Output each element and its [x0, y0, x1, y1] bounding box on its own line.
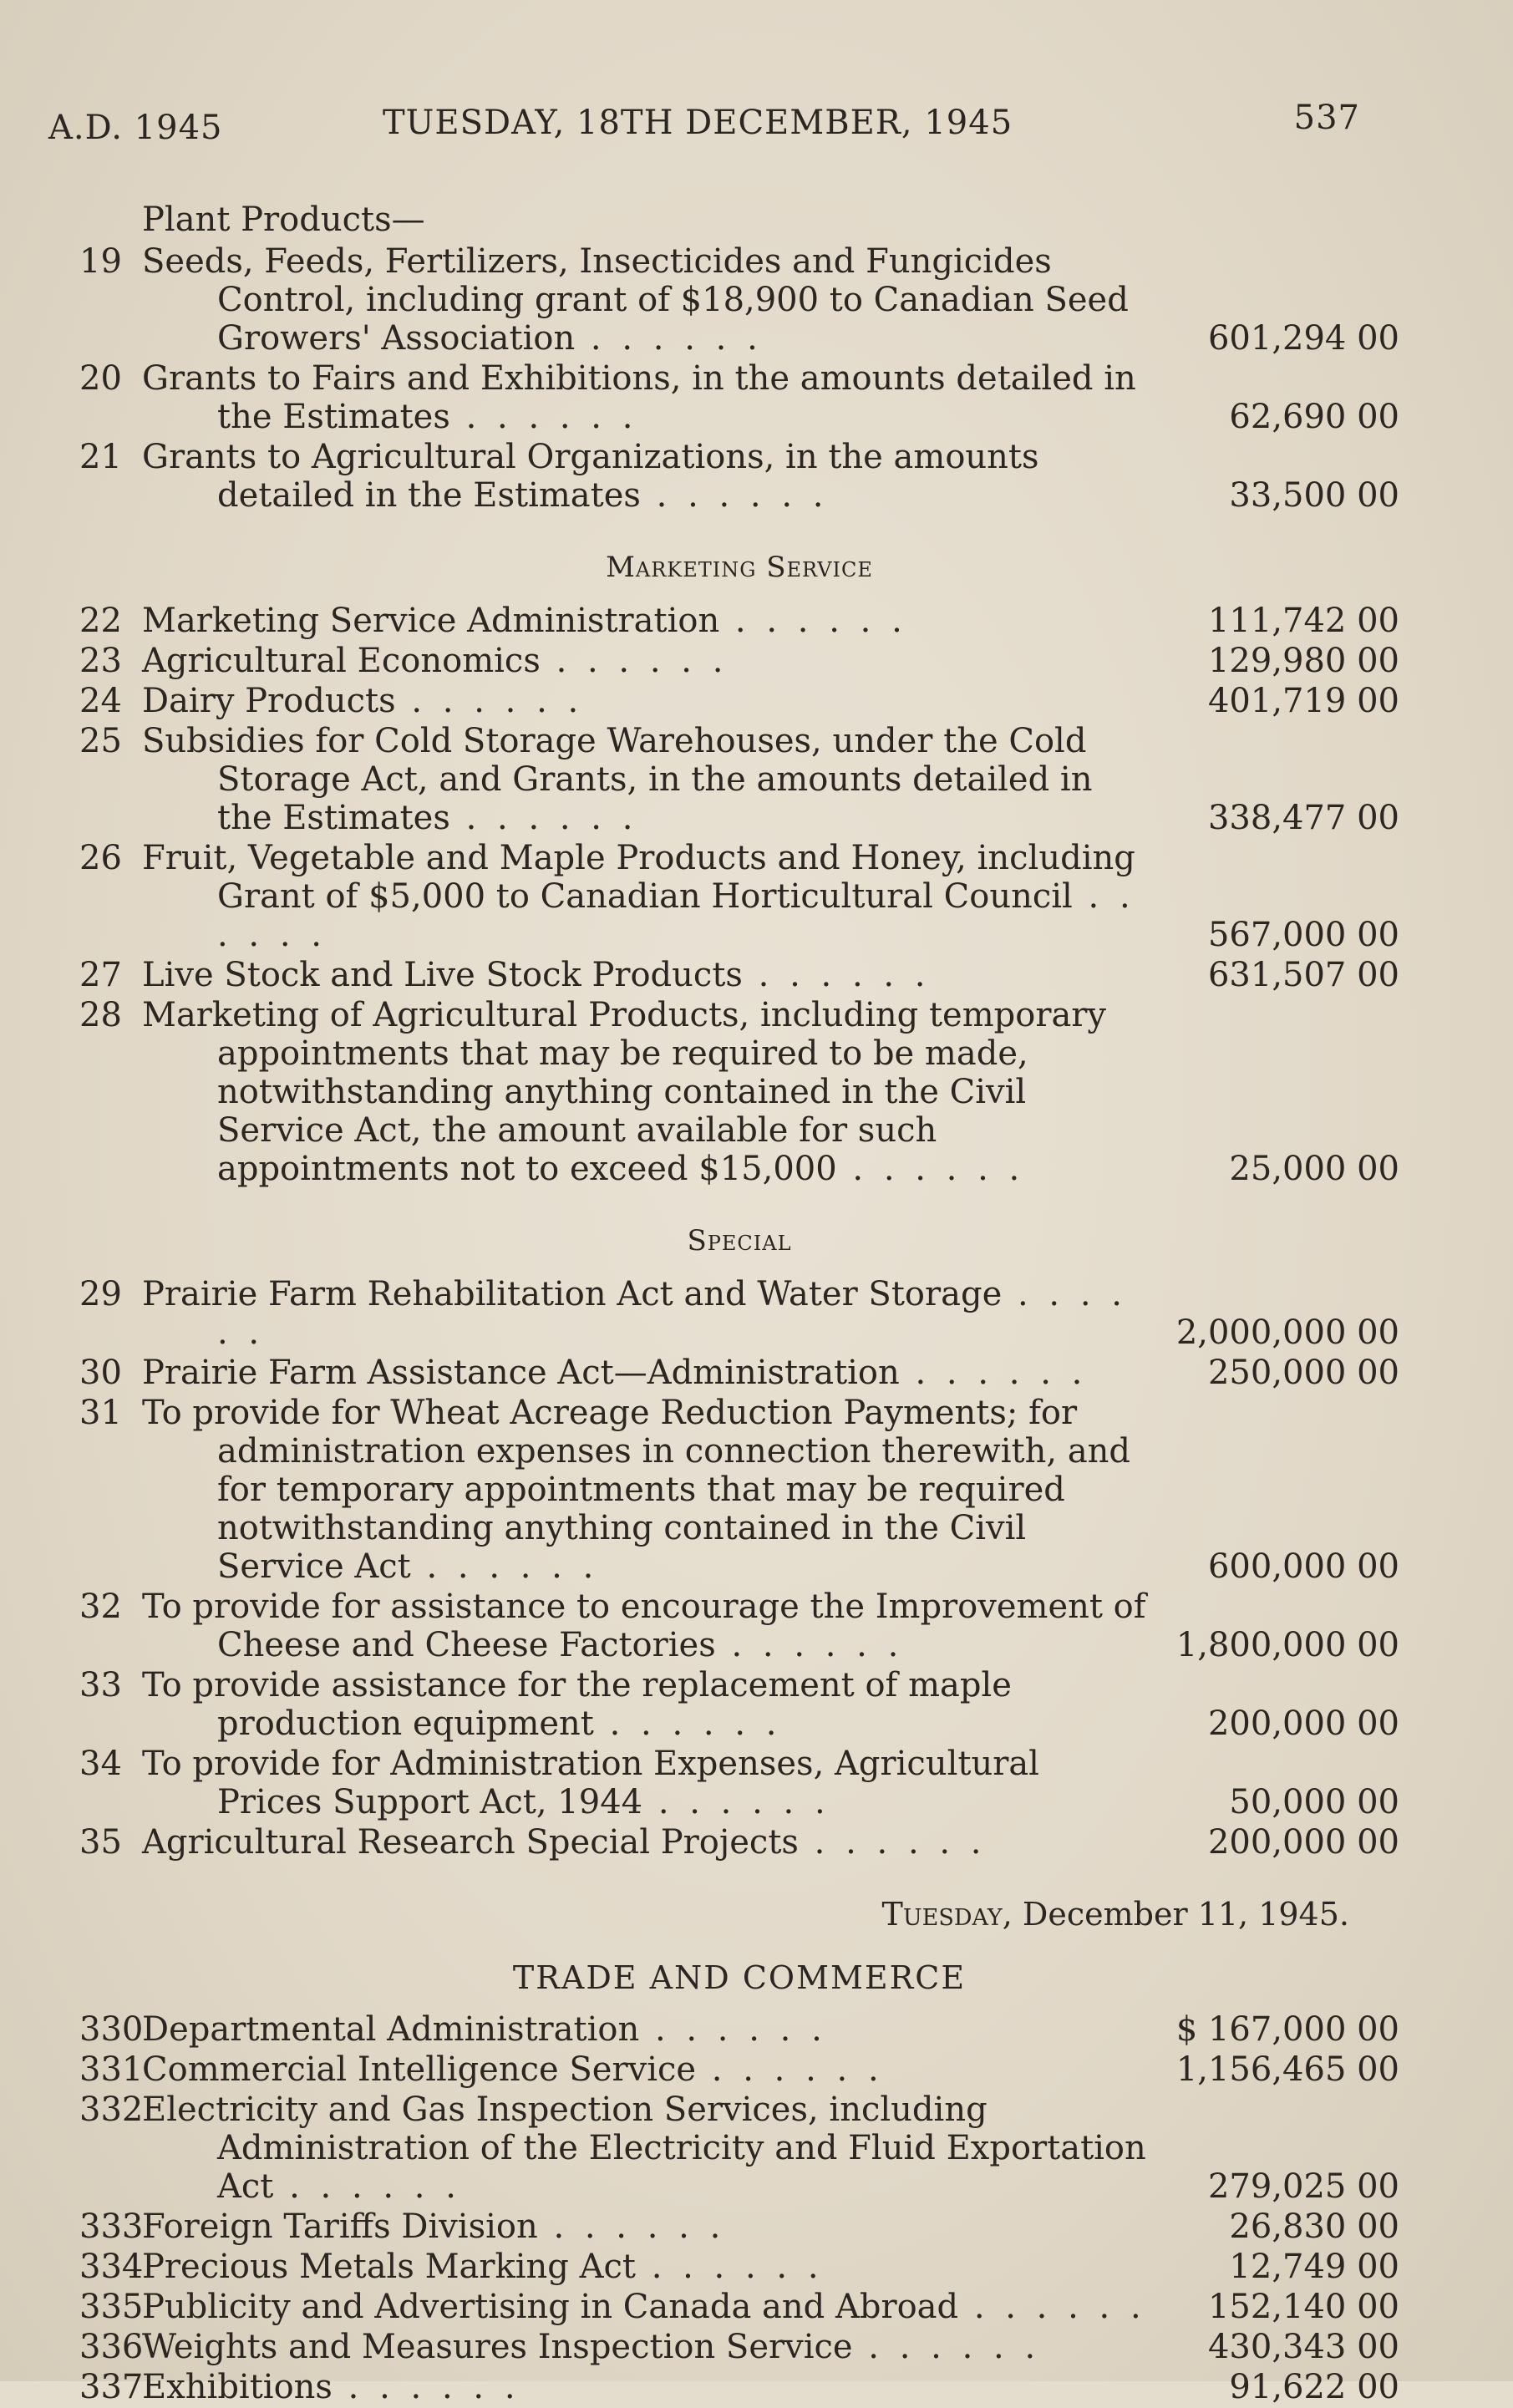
item-description: Marketing of Agricultural Products, including temporary appointments that may be required to be made, notwithstanding anything contained in the Civil Service Act, the amount available for such appointments not to exceed $15,000 . . . . . .: [142, 996, 1107, 1188]
leader-dots: . . . . . .: [449, 799, 638, 837]
estimate-item: [79, 2368, 1399, 2406]
estimate-item: [79, 1275, 1399, 1352]
marketing-service-list: [79, 602, 1399, 1188]
leader-dots: . . . . . .: [273, 2167, 461, 2206]
item-number: 20: [79, 359, 122, 398]
leader-dots: . . . . . .: [332, 2368, 520, 2406]
leader-dots: . . . . . .: [899, 1354, 1088, 1392]
item-amount: 2,000,000 00: [1175, 1313, 1399, 1352]
item-number: 34: [79, 1745, 122, 1783]
special-list: [79, 1275, 1399, 1862]
item-number: 335: [79, 2288, 144, 2326]
item-number: 25: [79, 722, 122, 760]
item-amount: 600,000 00: [1207, 1547, 1399, 1586]
item-number: 21: [79, 438, 122, 476]
estimate-item: [79, 1666, 1399, 1743]
special-heading: Special: [687, 1224, 792, 1257]
leader-dots: . . . . . .: [410, 1547, 599, 1586]
dateline-day: Tuesday,: [881, 1896, 1013, 1933]
item-description: Grants to Fairs and Exhibitions, in the amounts detailed in the Estimates . . . . . .: [142, 359, 1136, 436]
item-number: 23: [79, 642, 122, 680]
item-amount: 129,980 00: [1207, 642, 1399, 680]
marketing-service-heading: Marketing Service: [606, 551, 873, 584]
item-number: 334: [79, 2248, 144, 2286]
estimate-item: [79, 2248, 1399, 2286]
item-number: 332: [79, 2090, 144, 2129]
estimate-item: [79, 839, 1399, 954]
estimate-item: [79, 2090, 1399, 2206]
estimate-item: [79, 956, 1399, 994]
leader-dots: . . . . . .: [395, 682, 584, 720]
item-description: Fruit, Vegetable and Maple Products and Honey, including Grant of $5,000 to Canadian Horticultural Council . . . . . .: [142, 839, 1135, 954]
item-description: Prairie Farm Assistance Act—Administration . . . . . .: [142, 1354, 1088, 1392]
item-description: Agricultural Economics . . . . . .: [142, 642, 729, 680]
page-header: [48, 94, 1360, 147]
leader-dots: . . . . . .: [537, 2207, 726, 2246]
item-description: Prairie Farm Rehabilitation Act and Water Storage . . . . . .: [142, 1275, 1127, 1352]
item-description: Dairy Products . . . . . .: [142, 682, 584, 720]
item-number: 31: [79, 1394, 122, 1432]
item-number: 22: [79, 602, 122, 640]
leader-dots: . . . . . .: [575, 319, 763, 358]
item-number: 27: [79, 956, 122, 994]
item-description: Publicity and Advertising in Canada and Abroad . . . . . .: [142, 2288, 1146, 2326]
trade-commerce-list: [79, 2010, 1399, 2406]
item-number: 330: [79, 2010, 144, 2049]
item-number: 28: [79, 996, 122, 1034]
item-amount: 601,294 00: [1207, 319, 1399, 358]
item-description: Subsidies for Cold Storage Warehouses, under the Cold Storage Act, and Grants, in the amounts detailed in the Estimates . . . . . .: [142, 722, 1093, 837]
item-description: Exhibitions . . . . . .: [142, 2368, 520, 2406]
item-number: 26: [79, 839, 122, 877]
estimate-item: [79, 642, 1399, 680]
leader-dots: . . . . . .: [742, 956, 931, 994]
item-number: 32: [79, 1588, 122, 1626]
leader-dots: . . . . . .: [719, 602, 907, 640]
leader-dots: . . . . . .: [449, 398, 638, 436]
item-description: Foreign Tariffs Division . . . . . .: [142, 2207, 726, 2246]
page-content: [79, 201, 1399, 2408]
item-amount: 26,830 00: [1229, 2207, 1399, 2246]
item-number: 336: [79, 2328, 144, 2366]
item-number: 33: [79, 1666, 122, 1704]
item-amount: 200,000 00: [1207, 1823, 1399, 1862]
item-amount: 430,343 00: [1207, 2328, 1399, 2366]
item-description: Marketing Service Administration . . . . . .: [142, 602, 907, 640]
item-amount: $ 167,000 00: [1175, 2010, 1399, 2049]
estimate-item: [79, 359, 1399, 436]
estimate-item: [79, 1588, 1399, 1664]
item-amount: 12,749 00: [1229, 2248, 1399, 2286]
leader-dots: . . . . . .: [217, 1275, 1127, 1352]
estimate-item: [79, 2328, 1399, 2366]
leader-dots: . . . . . .: [696, 2050, 884, 2089]
item-description: Departmental Administration . . . . . .: [142, 2010, 827, 2049]
leader-dots: . . . . . .: [836, 1150, 1025, 1188]
item-number: 333: [79, 2207, 144, 2246]
item-description: Weights and Measures Inspection Service . . . . . .: [142, 2328, 1041, 2366]
dateline: [79, 1895, 1349, 1933]
estimate-item: [79, 2010, 1399, 2049]
item-amount: 152,140 00: [1207, 2288, 1399, 2326]
estimate-item: [79, 1394, 1399, 1586]
item-description: Agricultural Research Special Projects . . . . . .: [142, 1823, 987, 1862]
item-amount: 1,800,000 00: [1175, 1626, 1399, 1664]
item-amount: 200,000 00: [1207, 1704, 1399, 1743]
estimate-item: [79, 682, 1399, 720]
item-description: Grants to Agricultural Organizations, in the amounts detailed in the Estimates . . . . . .: [142, 438, 1039, 515]
estimate-item: [79, 722, 1399, 837]
plant-products-heading: Plant Products—: [142, 201, 425, 239]
item-description: Live Stock and Live Stock Products . . . . . .: [142, 956, 931, 994]
header-date: TUESDAY, 18TH DECEMBER, 1945: [383, 104, 1013, 142]
leader-dots: . . . . . .: [640, 476, 829, 515]
item-number: 19: [79, 242, 122, 281]
item-amount: 33,500 00: [1229, 476, 1399, 515]
item-description: To provide for assistance to encourage the Improvement of Cheese and Cheese Factories . . . . . .: [142, 1588, 1146, 1664]
item-number: 30: [79, 1354, 122, 1392]
leader-dots: . . . . . .: [958, 2288, 1146, 2326]
header-year: A.D. 1945: [48, 109, 223, 147]
leader-dots: . . . . . .: [635, 2248, 824, 2286]
trade-commerce-heading: TRADE AND COMMERCE: [512, 1959, 967, 1996]
item-description: To provide for Administration Expenses, Agricultural Prices Support Act, 1944 . . . . . .: [142, 1745, 1039, 1821]
item-amount: 91,622 00: [1229, 2368, 1399, 2406]
estimate-item: [79, 1354, 1399, 1392]
estimate-item: [79, 2207, 1399, 2246]
item-description: Commercial Intelligence Service . . . . . .: [142, 2050, 884, 2089]
estimate-item: [79, 2050, 1399, 2089]
estimate-item: [79, 438, 1399, 515]
estimate-item: [79, 1745, 1399, 1821]
item-amount: 338,477 00: [1207, 799, 1399, 837]
leader-dots: . . . . . .: [852, 2328, 1041, 2366]
estimate-item: [79, 996, 1399, 1188]
leader-dots: . . . . . .: [540, 642, 729, 680]
item-number: 331: [79, 2050, 144, 2089]
item-amount: 111,742 00: [1207, 602, 1399, 640]
estimate-item: [79, 602, 1399, 640]
leader-dots: . . . . . .: [593, 1704, 782, 1743]
item-amount: 25,000 00: [1229, 1150, 1399, 1188]
item-description: Seeds, Feeds, Fertilizers, Insecticides and Fungicides Control, including grant of $18,900 to Canadian Seed Growers' Association . . . . . .: [142, 242, 1129, 358]
item-amount: 1,156,465 00: [1175, 2050, 1399, 2089]
leader-dots: . . . . . .: [642, 1783, 830, 1821]
plant-products-list: [79, 242, 1399, 515]
leader-dots: . . . . . .: [798, 1823, 987, 1862]
page-number: 537: [1293, 99, 1360, 137]
item-amount: 401,719 00: [1207, 682, 1399, 720]
item-amount: 631,507 00: [1207, 956, 1399, 994]
item-description: Electricity and Gas Inspection Services, including Administration of the Electricity and Fluid Exportation Act . . . . . .: [142, 2090, 1146, 2206]
item-description: To provide assistance for the replacement of maple production equipment . . . . . .: [142, 1666, 1012, 1743]
estimate-item: [79, 1823, 1399, 1862]
estimate-item: [79, 2288, 1399, 2326]
item-number: 29: [79, 1275, 122, 1313]
item-description: To provide for Wheat Acreage Reduction Payments; for administration expenses in connection therewith, and for temporary appointments that may be required notwithstanding anything contained in the Civil Service Act . . . . . .: [142, 1394, 1131, 1586]
item-amount: 567,000 00: [1207, 916, 1399, 954]
item-number: 35: [79, 1823, 122, 1862]
leader-dots: . . . . . .: [217, 877, 1135, 954]
leader-dots: . . . . . .: [715, 1626, 904, 1664]
item-number: 337: [79, 2368, 144, 2406]
item-amount: 279,025 00: [1207, 2167, 1399, 2206]
item-description: Precious Metals Marking Act . . . . . .: [142, 2248, 824, 2286]
leader-dots: . . . . . .: [639, 2010, 827, 2049]
estimate-item: [79, 242, 1399, 358]
item-amount: 62,690 00: [1229, 398, 1399, 436]
item-number: 24: [79, 682, 122, 720]
item-amount: 50,000 00: [1229, 1783, 1399, 1821]
item-amount: 250,000 00: [1207, 1354, 1399, 1392]
dateline-date: December 11, 1945.: [1012, 1896, 1349, 1933]
